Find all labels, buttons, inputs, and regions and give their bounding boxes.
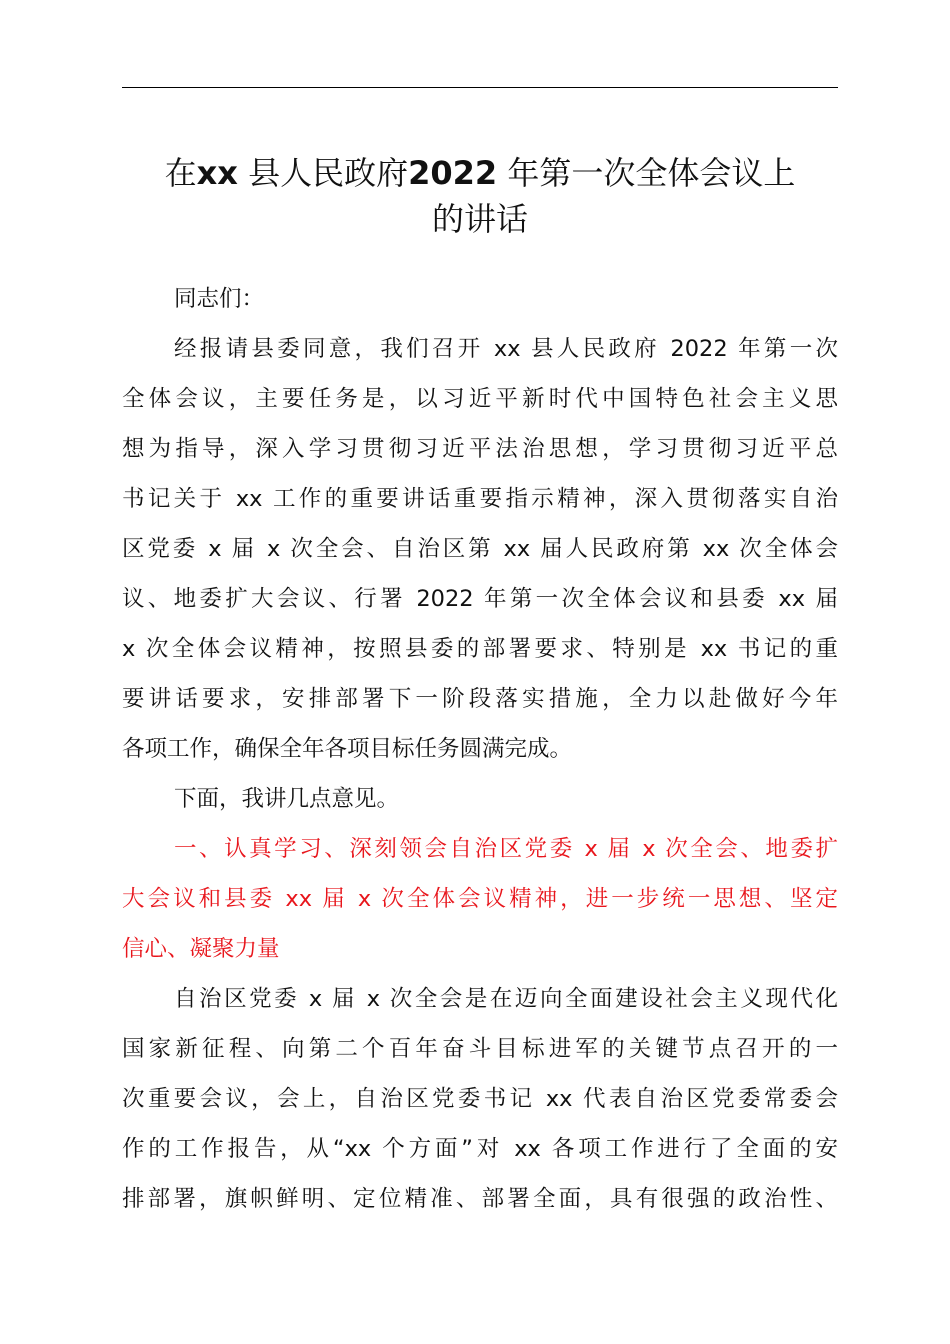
title-line-2: 的讲话 [431,200,528,238]
paragraph-3 [122,974,838,1224]
paragraph-line: 各项工作，确保全年各项目标任务圆满完成。 [122,736,573,762]
heading-line: 大会议和县委 xx 届 x 次全体会议精神，进一步统一思想、坚定 [122,886,838,912]
paragraph-line: 书记关于 xx 工作的重要讲话重要指示精神，深入贯彻落实自治 [122,486,838,512]
title-line-1: 在xx 县人民政府2022 年第一次全体会议上 [164,154,796,192]
header-rule [122,87,838,88]
document-body [122,274,838,1224]
paragraph-line: 议、地委扩大会议、行署 2022 年第一次全体会议和县委 xx 届 [122,586,838,612]
paragraph-line: 作的工作报告，从“xx 个方面”对 xx 各项工作进行了全面的安 [122,1136,838,1162]
paragraph-line: 排部署，旗帜鲜明、定位精准、部署全面，具有很强的政治性、 [122,1186,838,1212]
paragraph-line: 次重要会议，会上，自治区党委书记 xx 代表自治区党委常委会 [122,1086,838,1112]
salutation: 同志们： [174,286,265,312]
section-heading-1 [122,824,838,974]
paragraph-line: 经报请县委同意，我们召开 xx 县人民政府 2022 年第一次 [174,336,838,362]
heading-line: 信心、凝聚力量 [122,936,280,962]
paragraph-line: 要讲话要求，安排部署下一阶段落实措施，全力以赴做好今年 [122,686,838,712]
paragraph-line: 区党委 x 届 x 次全会、自治区第 xx 届人民政府第 xx 次全体会 [122,536,838,562]
paragraph-line: 自治区党委 x 届 x 次全会是在迈向全面建设社会主义现代化 [174,986,838,1012]
paragraph-line: x 次全体会议精神，按照县委的部署要求、特别是 xx 书记的重 [122,636,838,662]
paragraph-line: 全体会议，主要任务是，以习近平新时代中国特色社会主义思 [122,386,838,412]
page-title [122,150,838,242]
paragraph-line: 国家新征程、向第二个百年奋斗目标进军的关键节点召开的一 [122,1036,838,1062]
heading-line: 一、认真学习、深刻领会自治区党委 x 届 x 次全会、地委扩 [174,836,838,862]
paragraph-2: 下面，我讲几点意见。 [174,786,400,812]
paragraph-1 [122,324,838,774]
paragraph-line: 想为指导，深入学习贯彻习近平法治思想，学习贯彻习近平总 [122,436,838,462]
